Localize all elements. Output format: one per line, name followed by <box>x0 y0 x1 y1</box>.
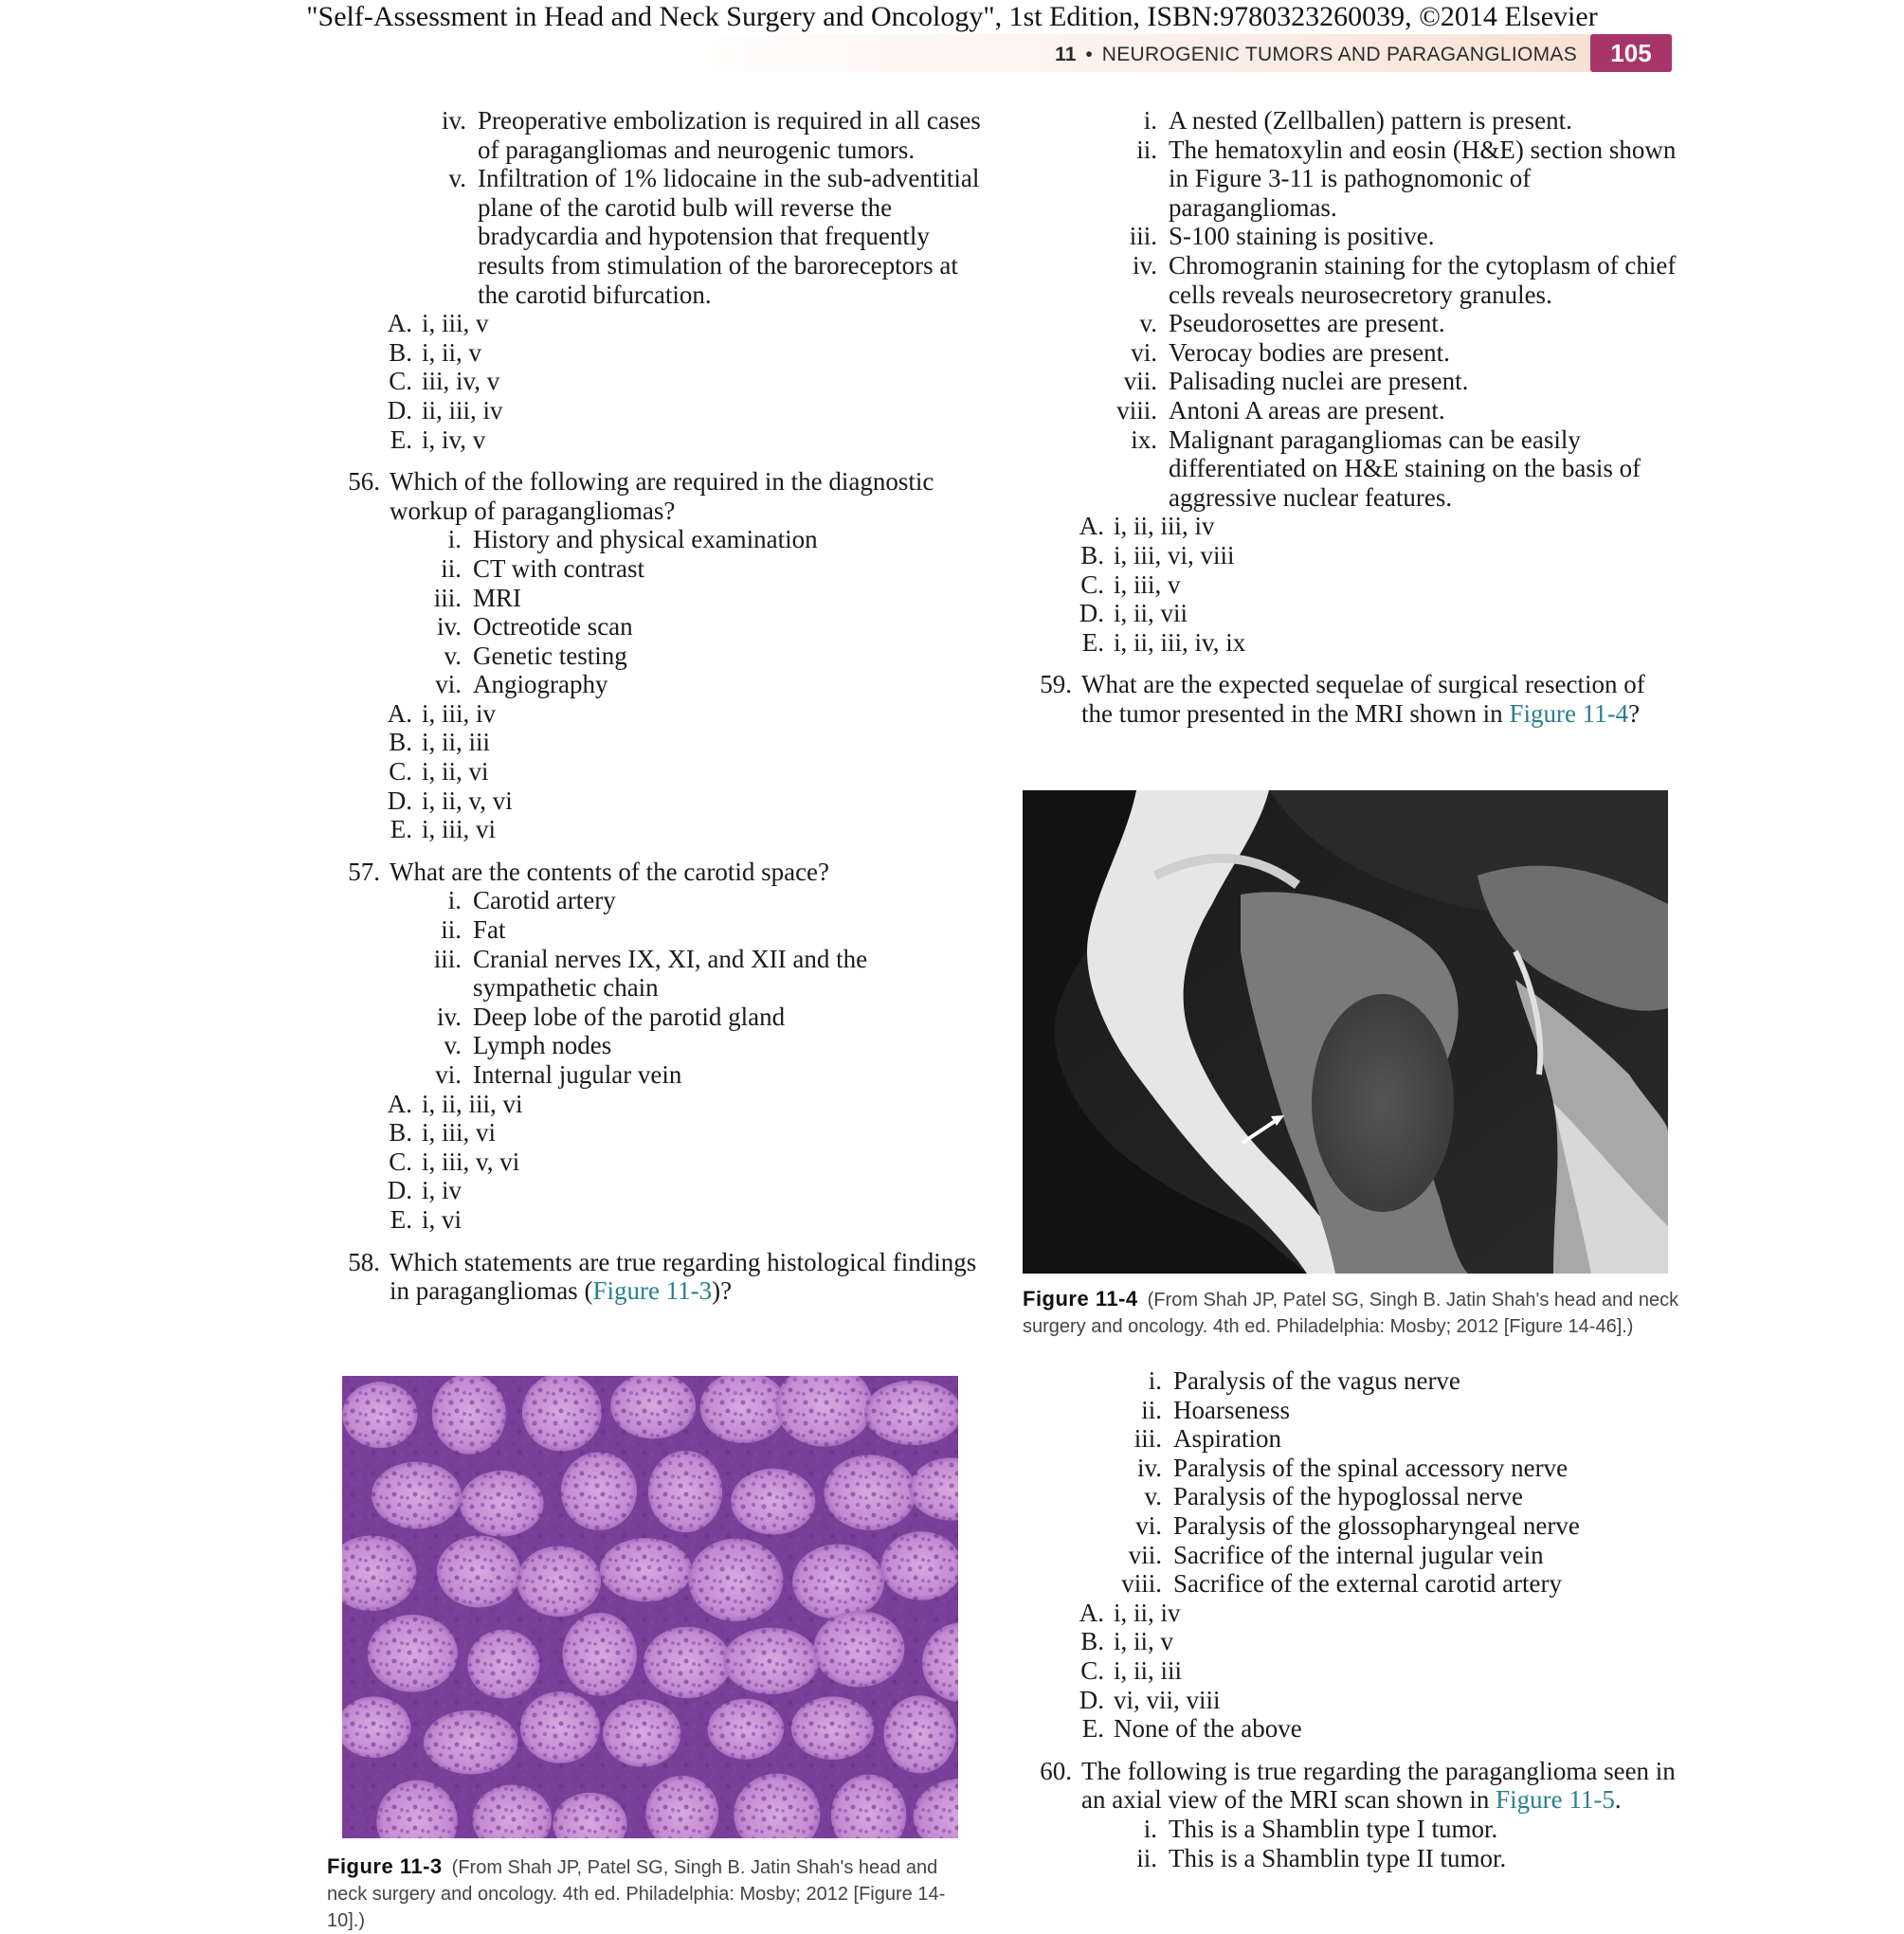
answer-option: D. vi, vii, viii <box>1079 1685 1221 1714</box>
figure-11-3-caption: Figure 11-3 (From Shah JP, Patel SG, Singh B. Jatin Shah's head and neck surgery and oncology. 4th ed. Philadelphia: Mosby; 2012 [Figure 14-10].) <box>327 1854 946 1931</box>
question-text: Which statements are true regarding histological findings in paragangliomas (Figure 11-3)? <box>390 1247 977 1306</box>
list-item: iii. S-100 staining is positive. <box>1129 222 1435 251</box>
answer-option: D. i, iv <box>387 1176 462 1205</box>
book-title-banner: "Self-Assessment in Head and Neck Surgery and Oncology", 1st Edition, ISBN:9780323260039, ©2014 Elsevier <box>306 1 1598 32</box>
q58-options <box>1076 512 1682 657</box>
list-item: vi. Internal jugular vein <box>435 1060 682 1089</box>
question-text: What are the contents of the carotid space? <box>390 857 830 886</box>
question-number: 59. <box>1040 670 1072 699</box>
list-item: ii. This is a Shamblin type II tumor. <box>1136 1843 1507 1872</box>
answer-option: C. i, iii, v, vi <box>389 1147 520 1176</box>
answer-option: E. i, iv, v <box>390 425 486 454</box>
list-item: v. Infiltration of 1% lidocaine in the sub-adventitial plane of the carotid bulb will reverse the bradycardia and hypotension that frequently results from stimulation of the baroreceptors at the carotid bifurcation. <box>448 164 980 309</box>
list-item: vii. Sacrifice of the internal jugular vein <box>1128 1540 1544 1569</box>
answer-option: E. i, iii, vi <box>390 815 497 844</box>
answer-option: C. i, ii, vi <box>389 757 489 786</box>
question-number: 57. <box>348 857 380 886</box>
figure-label: Figure 11-3 <box>327 1854 443 1878</box>
answer-option: A. i, ii, iii, vi <box>387 1089 523 1118</box>
answer-options <box>384 1090 981 1235</box>
answer-option: B. i, ii, v <box>389 337 482 367</box>
answer-option: D. i, ii, v, vi <box>387 786 513 815</box>
list-item: iv. Paralysis of the spinal accessory nerve <box>1137 1453 1569 1482</box>
list-item: iii. Cranial nerves IX, XI, and XII and the sympathetic chain <box>433 944 868 1003</box>
answer-option: A. i, iii, v <box>387 309 489 338</box>
question-text: Which of the following are required in the diagnostic workup of paragangliomas? <box>390 467 934 525</box>
answer-option: B. i, ii, v <box>1080 1627 1174 1656</box>
list-item: iv. Octreotide scan <box>437 612 633 642</box>
question-57 <box>336 858 981 1235</box>
answer-option: C. i, ii, iii <box>1080 1655 1183 1685</box>
list-item: v. Paralysis of the hypoglossal nerve <box>1144 1482 1523 1511</box>
figure-label: Figure 11-4 <box>1023 1287 1138 1310</box>
list-item: iv. Preoperative embolization is required in all cases of paragangliomas and neurogenic tumors. <box>442 106 981 164</box>
question-58 <box>336 1248 981 1306</box>
list-item: i. History and physical examination <box>447 525 818 554</box>
list-item: ii. CT with contrast <box>441 553 644 583</box>
list-item: i. Carotid artery <box>447 886 616 915</box>
figure-11-3-link[interactable]: Figure 11-3 <box>592 1276 713 1306</box>
running-head-separator: • <box>1085 44 1093 65</box>
figure-11-3-histology-image <box>342 1376 958 1838</box>
q59-items <box>1028 1366 1682 1599</box>
figure-11-4-link[interactable]: Figure 11-4 <box>1509 698 1629 728</box>
answer-option: B. i, iii, vi, viii <box>1080 540 1235 569</box>
answer-option: D. ii, iii, iv <box>387 395 503 425</box>
list-item: iii. Aspiration <box>1133 1424 1281 1454</box>
list-item: i. Paralysis of the vagus nerve <box>1148 1366 1460 1395</box>
list-item: viii. Antoni A areas are present. <box>1116 395 1445 425</box>
left-column <box>336 106 981 1306</box>
question-text: The following is true regarding the paraganglioma seen in an axial view of the MRI scan shown in Figure 11-5. <box>1081 1756 1676 1815</box>
list-item: vi. Angiography <box>435 670 608 699</box>
list-item: vi. Paralysis of the glossopharyngeal nerve <box>1135 1510 1580 1540</box>
q59-options <box>1076 1599 1682 1744</box>
figure-11-4-caption: Figure 11-4 (From Shah JP, Patel SG, Singh B. Jatin Shah's head and neck surgery and oncology. 4th ed. Philadelphia: Mosby; 2012 [Figure 14-46].) <box>1023 1287 1679 1337</box>
answer-option: A. i, ii, iii, iv <box>1079 512 1215 541</box>
list-item: v. Genetic testing <box>444 641 627 670</box>
right-column <box>1028 106 1682 728</box>
list-item: iv. Deep lobe of the parotid gland <box>437 1002 786 1031</box>
list-item: v. Pseudorosettes are present. <box>1139 309 1445 338</box>
answer-option: A. i, iii, iv <box>387 698 497 728</box>
list-item: i. A nested (Zellballen) pattern is present. <box>1143 106 1572 135</box>
q58-items <box>1028 106 1682 512</box>
q55-items-continued <box>431 106 981 309</box>
question-60 <box>1028 1757 1682 1872</box>
figure-11-5-link[interactable]: Figure 11-5 <box>1496 1785 1615 1815</box>
answer-option: C. i, iii, v <box>1080 569 1181 599</box>
list-item: ii. The hematoxylin and eosin (H&E) section shown in Figure 3-11 is pathognomonic of paragangliomas. <box>1136 135 1677 222</box>
answer-option: D. i, ii, vii <box>1079 599 1188 628</box>
answer-option: A. i, ii, iv <box>1079 1598 1181 1627</box>
answer-option: E. None of the above <box>1081 1714 1302 1744</box>
list-item: ii. Hoarseness <box>1141 1395 1290 1424</box>
question-items <box>390 886 981 1089</box>
answer-option: B. i, ii, iii <box>389 728 491 757</box>
question-items <box>1028 1815 1682 1872</box>
running-head <box>663 34 1672 72</box>
answer-options <box>384 699 981 844</box>
answer-option: B. i, iii, vi <box>389 1118 497 1148</box>
page-number: 105 <box>1590 34 1672 72</box>
right-column-lower <box>1028 1366 1682 1872</box>
list-item: viii. Sacrifice of the external carotid artery <box>1121 1569 1563 1599</box>
list-item: ix. Malignant paragangliomas can be easily differentiated on H&E staining on the basis of aggressive nuclear features. <box>1131 425 1641 512</box>
list-item: vii. Palisading nuclei are present. <box>1123 367 1469 396</box>
answer-option: C. iii, iv, v <box>389 367 500 396</box>
list-item: i. This is a Shamblin type I tumor. <box>1143 1814 1498 1843</box>
figure-11-4-mri-image <box>1023 790 1668 1274</box>
answer-option: E. i, ii, iii, iv, ix <box>1081 627 1246 657</box>
list-item: ii. Fat <box>441 915 506 945</box>
answer-option: E. i, vi <box>390 1204 462 1234</box>
list-item: vi. Verocay bodies are present. <box>1131 337 1450 367</box>
question-56 <box>336 467 981 844</box>
question-text: What are the expected sequelae of surgical resection of the tumor presented in the MRI shown in Figure 11-4? <box>1081 670 1645 728</box>
question-items <box>390 525 981 699</box>
list-item: v. Lymph nodes <box>444 1031 612 1060</box>
question-number: 60. <box>1040 1756 1072 1785</box>
list-item: iii. MRI <box>433 583 522 612</box>
running-head-text <box>1055 38 1577 72</box>
chapter-title: NEUROGENIC TUMORS AND PARAGANGLIOMAS <box>1101 44 1577 65</box>
question-number: 58. <box>348 1247 380 1276</box>
question-59 <box>1028 670 1682 728</box>
chapter-number: 11 <box>1055 44 1077 65</box>
question-number: 56. <box>348 467 380 497</box>
list-item: iv. Chromogranin staining for the cytoplasm of chief cells reveals neurosecretory granules. <box>1133 250 1677 309</box>
q55-options <box>384 309 981 454</box>
